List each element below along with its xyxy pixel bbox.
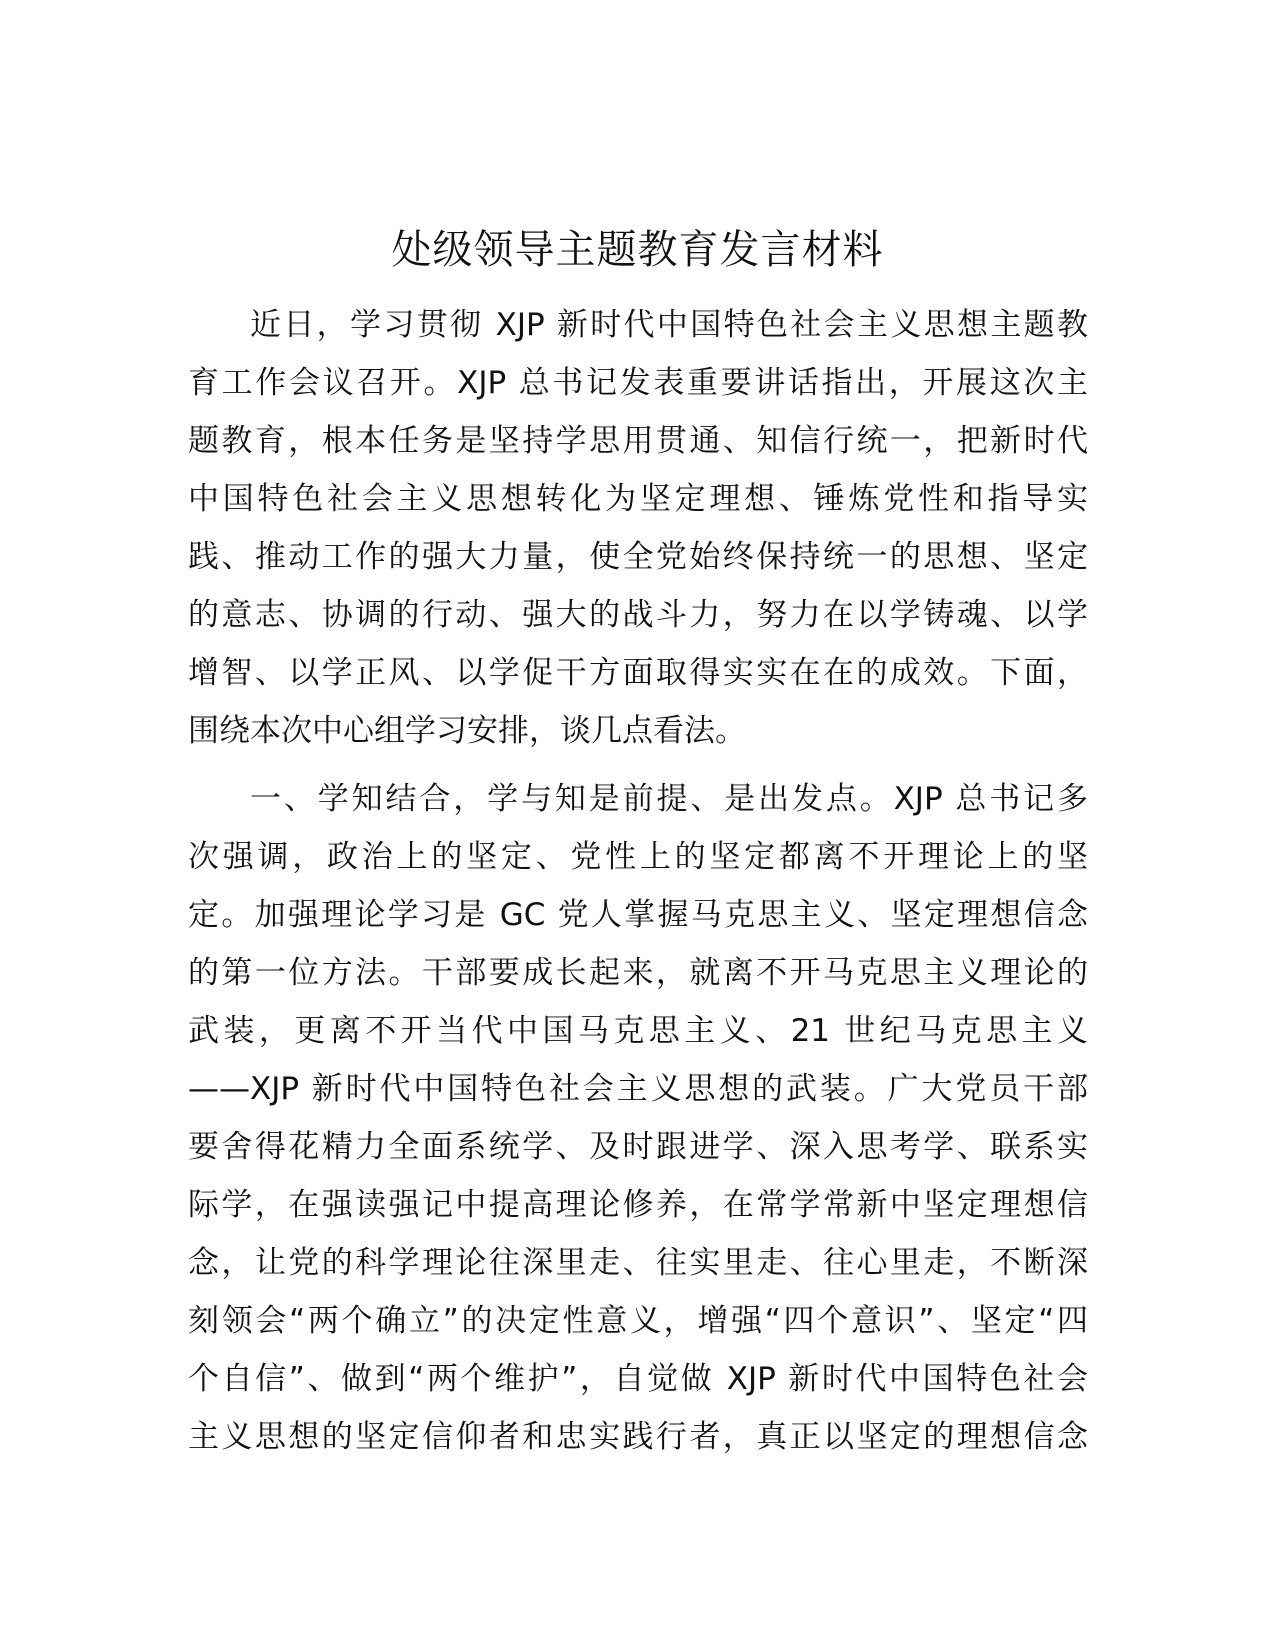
text-line: 际学，在强读强记中提高理论修养，在常学常新中坚定理想信: [188, 1187, 1088, 1223]
text-line: 的意志、协调的行动、强大的战斗力，努力在以学铸魂、以学: [188, 597, 1088, 633]
text-line: 的第一位方法。干部要成长起来，就离不开马克思主义理论的: [188, 955, 1088, 991]
text-line: 践、推动工作的强大力量，使全党始终保持统一的思想、坚定: [188, 539, 1088, 575]
document-title: 处级领导主题教育发言材料: [391, 227, 884, 273]
text-line: 定。加强理论学习是 GC 党人掌握马克思主义、坚定理想信念: [188, 897, 1088, 933]
text-line: 刻领会“两个确立”的决定性意义，增强“四个意识”、坚定“四: [188, 1303, 1088, 1339]
paragraph-intro: [188, 296, 1088, 760]
text-line: 一、学知结合，学与知是前提、是出发点。XJP 总书记多: [250, 781, 1088, 817]
text-line: 要舍得花精力全面系统学、及时跟进学、深入思考学、联系实: [188, 1129, 1088, 1165]
text-line: 主义思想的坚定信仰者和忠实践行者，真正以坚定的理想信念: [188, 1419, 1088, 1455]
text-line: 次强调，政治上的坚定、党性上的坚定都离不开理论上的坚: [188, 839, 1088, 875]
text-line: ——XJP 新时代中国特色社会主义思想的武装。广大党员干部: [188, 1071, 1088, 1107]
paragraph-section-one: [188, 770, 1088, 1466]
text-line: 念，让党的科学理论往深里走、往实里走、往心里走，不断深: [188, 1245, 1088, 1281]
text-line: 中国特色社会主义思想转化为坚定理想、锤炼党性和指导实: [188, 481, 1088, 517]
text-line: 围绕本次中心组学习安排，谈几点看法。: [188, 713, 746, 749]
text-line: 育工作会议召开。XJP 总书记发表重要讲话指出，开展这次主: [188, 365, 1088, 401]
text-line: 个自信”、做到“两个维护”，自觉做 XJP 新时代中国特色社会: [188, 1361, 1088, 1397]
text-line: 题教育，根本任务是坚持学思用贯通、知信行统一，把新时代: [188, 423, 1088, 459]
text-line: 武装，更离不开当代中国马克思主义、21 世纪马克思主义: [188, 1013, 1088, 1049]
text-line: 增智、以学正风、以学促干方面取得实实在在的成效。下面，: [188, 655, 1088, 691]
text-line: 近日，学习贯彻 XJP 新时代中国特色社会主义思想主题教: [250, 307, 1088, 343]
